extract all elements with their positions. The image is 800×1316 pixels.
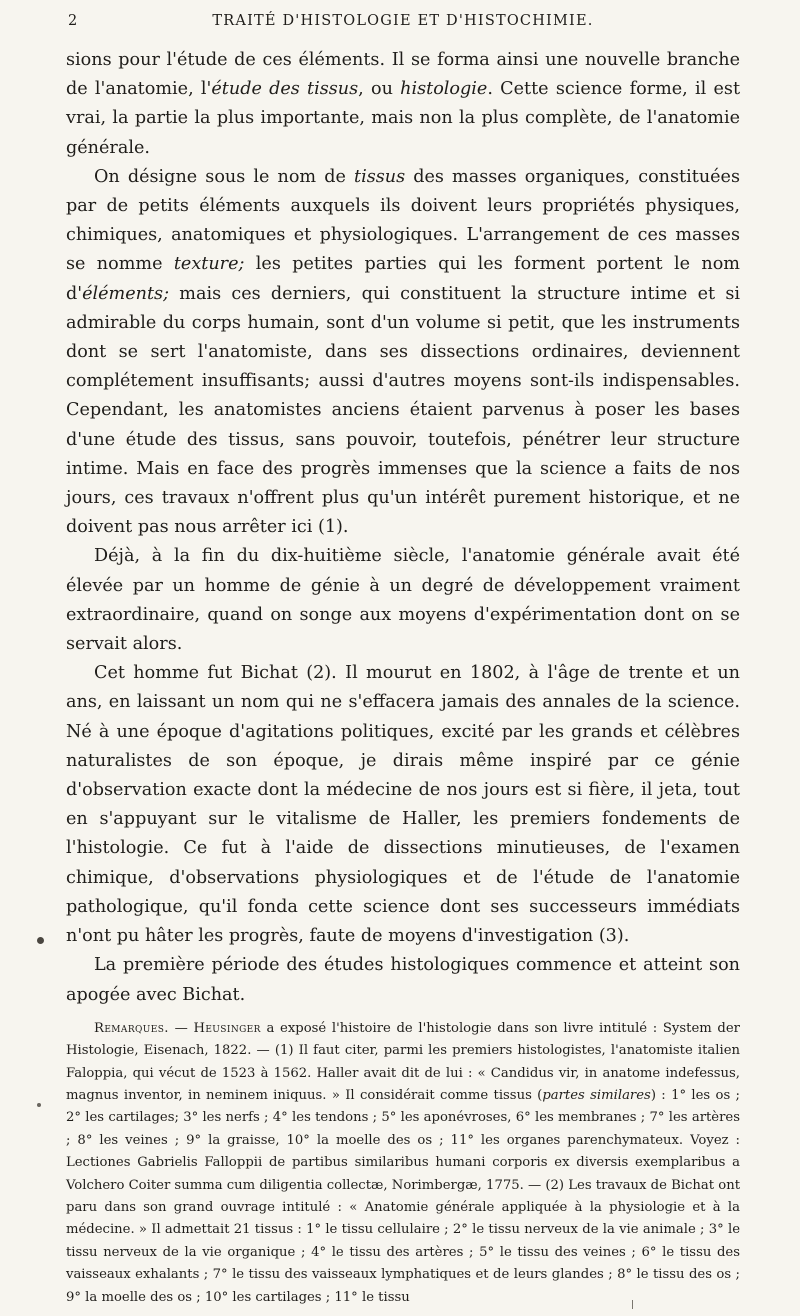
- italic-term: éléments;: [82, 283, 170, 304]
- text-run: , ou: [358, 79, 401, 100]
- text-run: —: [168, 1020, 194, 1036]
- text-run: les petites parties qui les forment portent le nom d': [66, 254, 740, 304]
- text-run: a exposé l'histoire de l'histologie dans son livre intitulé : System der Histologie, Eisenach, 1822. — (1) Il faut citer, parmi les premiers histologistes, l'anatomiste italien Faloppia, qui vécut de 1523 à 1562. Haller avait dit de lui : « Candidus vir, in anatome indefessus, magnus inventor, in neminem iniquus. » Il considérait comme tissus (: [66, 1020, 740, 1103]
- paragraph-premiere-periode: La première période des études histologiques commence et atteint son apogée avec Bichat.: [66, 955, 740, 1005]
- margin-ink-dot: [37, 1103, 41, 1107]
- body-text: [66, 46, 740, 1010]
- footnotes: [66, 1018, 740, 1309]
- running-head: [66, 0, 740, 46]
- paragraph-continued: [66, 46, 740, 163]
- notes-label: Remarques.: [94, 1020, 169, 1036]
- paragraph-bichat: Cet homme fut Bichat (2). Il mourut en 1802, à l'âge de trente et un ans, en laissant un nom qui ne s'effacera jamais des annales de la science. Né à une époque d'agitations politiques, excité par les grands et célèbres naturalistes de son époque, je dirais même inspiré par ce génie d'observation exacte dont la médecine de nos jours est si fière, il jeta, tout en s'appuyant sur le vitalisme de Haller, les premiers fondements de l'histologie. Ce fut à l'aide de dissections minutieuses, de l'examen chimique, d'observations physiologiques et de l'étude de l'anatomie pathologique, qu'il fonda cette science dont ses successeurs immédiats n'ont pu hâter les progrès, faute de moyens d'investigation (3).: [66, 663, 740, 947]
- running-title: TRAITÉ D'HISTOLOGIE ET D'HISTOCHIMIE.: [212, 13, 594, 29]
- italic-term: étude des tissus: [211, 79, 359, 100]
- italic-term: partes similares: [542, 1087, 651, 1103]
- text-run: . Cette science forme, il est vrai, la partie la plus importante, mais non la plus complète, de l'anatomie générale.: [66, 79, 741, 158]
- text-run: On désigne sous le nom de: [94, 166, 354, 187]
- italic-term: tissus: [354, 166, 406, 187]
- page-number: 2: [68, 13, 78, 29]
- text-run: des masses organiques, constituées par de petits éléments auxquels ils doivent leurs propriétés physiques, chimiques, anatomiques et physiologiques. L'arrangement de ces masses se nomme: [66, 166, 740, 275]
- margin-ink-spot: [37, 937, 44, 944]
- author-name: Heusinger: [193, 1020, 261, 1036]
- paragraph-tissus: [66, 163, 740, 543]
- text-run: sions pour l'étude de ces éléments. Il se forma ainsi une nouvelle branche de l'anatomie, l': [66, 50, 740, 100]
- text-run: ) : 1° les os ; 2° les cartilages; 3° les nerfs ; 4° les tendons ; 5° les aponévroses, 6° les membranes ; 7° les artères ; 8° les veines ; 9° la graisse, 10° la moelle des os ; 11° les organes parenchymateux. Voyez : Lectiones Gabrielis Falloppii de partibus similaribus humani corporis ex diversis exemplaribus a Volchero Coiter summa cum diligentia collectæ, Norimbergæ, 1775. — (2) Les travaux de Bichat ont paru dans son grand ouvrage intitulé : « Anatomie générale appliquée à la physiologie et à la médecine. » Il admettait 21 tissus : 1° le tissu cellulaire ; 2° le tissu nerveux de la vie animale ; 3° le tissu nerveux de la vie organique ; 4° le tissu des artères ; 5° le tissu des veines ; 6° le tissu des vaisseaux exhalants ; 7° le tissu des vaisseaux lymphatiques et de leurs glandes ; 8° le tissu des os ; 9° la moelle des os ; 10° les cartilages ; 11° le tissu: [66, 1087, 740, 1305]
- italic-term: texture;: [173, 254, 245, 275]
- paragraph-deja: Déjà, à la fin du dix-huitième siècle, l'anatomie générale avait été élevée par un homme de génie à un degré de développement vraiment extraordinaire, quand on songe aux moyens d'expérimentation dont on se servait alors.: [66, 546, 740, 655]
- italic-term: histologie: [400, 79, 488, 100]
- text-run: mais ces derniers, qui constituent la structure intime et si admirable du corps humain, sont d'un volume si petit, que les instruments dont se sert l'anatomiste, dans ses dissections ordinaires, deviennent complétement insuffisants; aussi d'autres moyens sont-ils indispensables. Cependant, les anatomistes anciens étaient parvenus à poser les bases d'une étude des tissus, sans pouvoir, toutefois, pénétrer leur structure intime. Mais en face des progrès immenses que la science a faits de nos jours, ces travaux n'offrent plus qu'un intérêt purement historique, et ne doivent pas nous arrêter ici (1).: [66, 283, 740, 538]
- bottom-ink-tick: [632, 1300, 633, 1309]
